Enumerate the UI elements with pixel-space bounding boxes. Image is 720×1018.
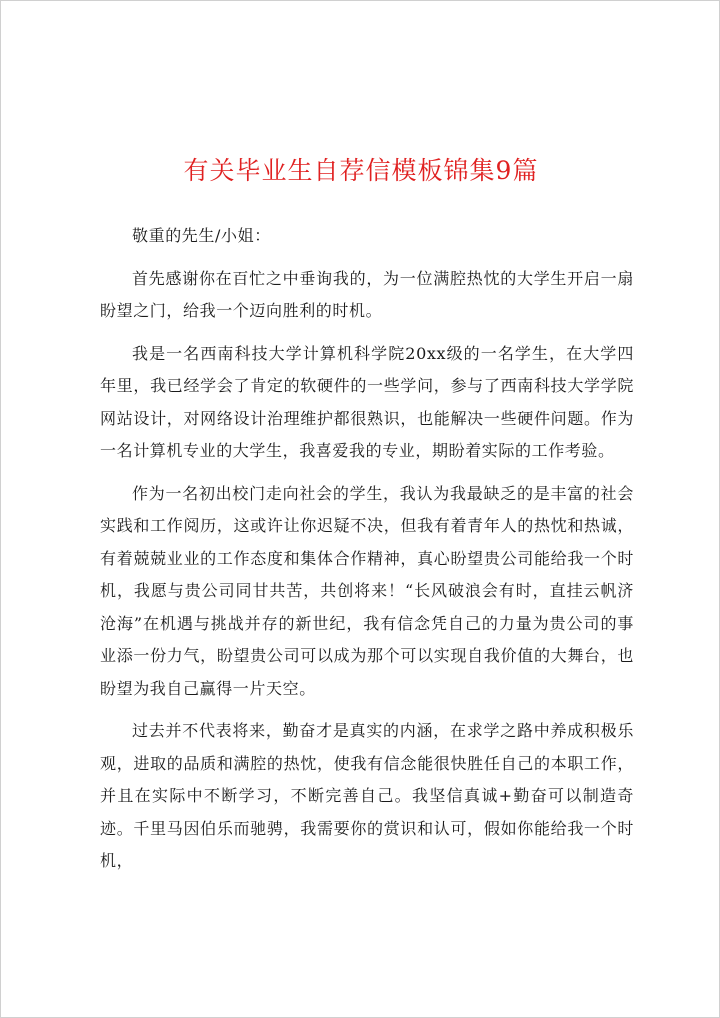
paragraph-background: 我是一名西南科技大学计算机科学院20xx级的一名学生，在大学四年里，我已经学会了肯定的软硬件的一些学问，参与了西南科技大学学院网站设计，对网络设计治理维护都很熟识，也能解决一些硬件问题。作为一名计算机专业的大学生，我喜爱我的专业，期盼着实际的工作考验。 [100, 343, 634, 460]
salutation: 敬重的先生/小姐： [132, 226, 271, 245]
paragraph-intro: 首先感谢你在百忙之中垂询我的，为一位满腔热忱的大学生开启一扇盼望之门，给我一个迈向胜利的时机。 [100, 268, 634, 320]
paragraph-motivation: 作为一名初出校门走向社会的学生，我认为我最缺乏的是丰富的社会实践和工作阅历，这或许让你迟疑不决，但我有着青年人的热忱和热诚，有着兢兢业业的工作态度和集体合作精神，真心盼望贵公司能给我一个时机，我愿与贵公司同甘共苦，共创将来！“长风破浪会有时，直挂云帆济沧海”在机遇与挑战并存的新世纪，我有信念凭自己的力量为贵公司的事业添一份力气，盼望贵公司可以成为那个可以实现自我价值的大舞台，也盼望为我自己赢得一片天空。 [100, 483, 634, 698]
paragraph-closing: 过去并不代表将来，勤奋才是真实的内涵，在求学之路中养成积极乐观，进取的品质和满腔的热忱，使我有信念能很快胜任自己的本职工作，并且在实际中不断学习，不断完善自己。我坚信真诚+勤奋可以制造奇迹。千里马因伯乐而驰骋，我需要你的赏识和认可，假如你能给我一个时机， [100, 721, 634, 870]
document-body [100, 220, 634, 888]
document-title: 有关毕业生自荐信模板锦集9篇 [183, 156, 539, 185]
